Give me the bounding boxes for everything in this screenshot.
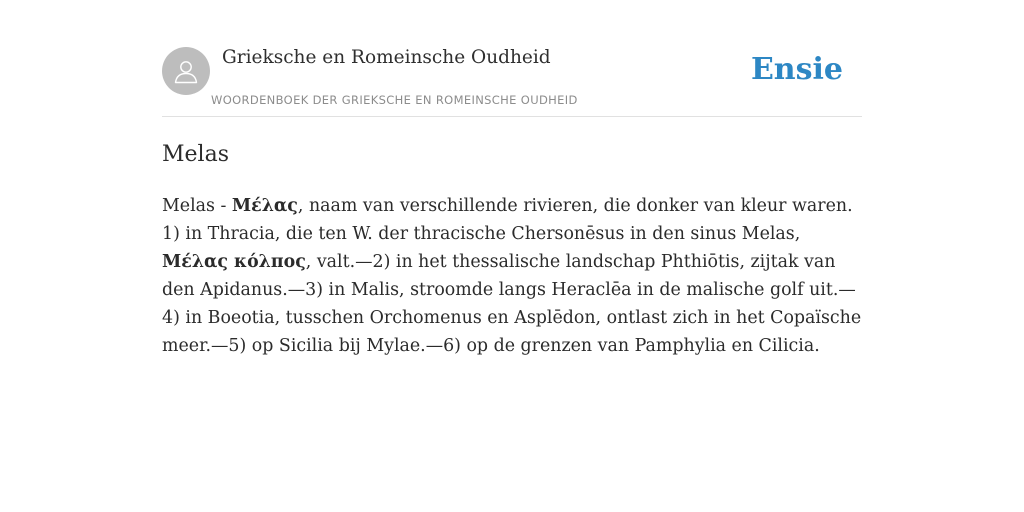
site-title[interactable]: Grieksche en Romeinsche Oudheid [222,47,551,68]
avatar[interactable] [162,47,210,95]
site-header [162,46,862,117]
greek-term: Μέλας κόλπος [162,252,306,272]
definition-text: , naam van verschillende rivieren, die donker van kleur waren. 1) in Thracia, die ten W. der thracische Chersonēsus in den sinus Melas, [162,196,853,244]
page-title: Melas [162,142,229,167]
entry-definition [162,192,867,360]
definition-text: , valt.—2) in het thessalische landschap Phthiōtis, zijtak van den Apidanus.—3) in Malis, stroomde langs Heraclēa in de malische golf uit.—4) in Boeotia, tusschen Orchomenus en Asplēdon, ontlast zich in het Copaïsche meer.—5) op Sicilia bij Mylae.—6) op de grenzen van Pamphylia en Cilicia. [162,252,862,356]
definition-text: Melas - [162,196,232,216]
user-icon [171,56,201,86]
site-subtitle: WOORDENBOEK DER GRIEKSCHE EN ROMEINSCHE OUDHEID [211,93,578,107]
greek-term: Μέλας [231,196,298,216]
brand-logo[interactable]: Ensie [750,52,843,87]
